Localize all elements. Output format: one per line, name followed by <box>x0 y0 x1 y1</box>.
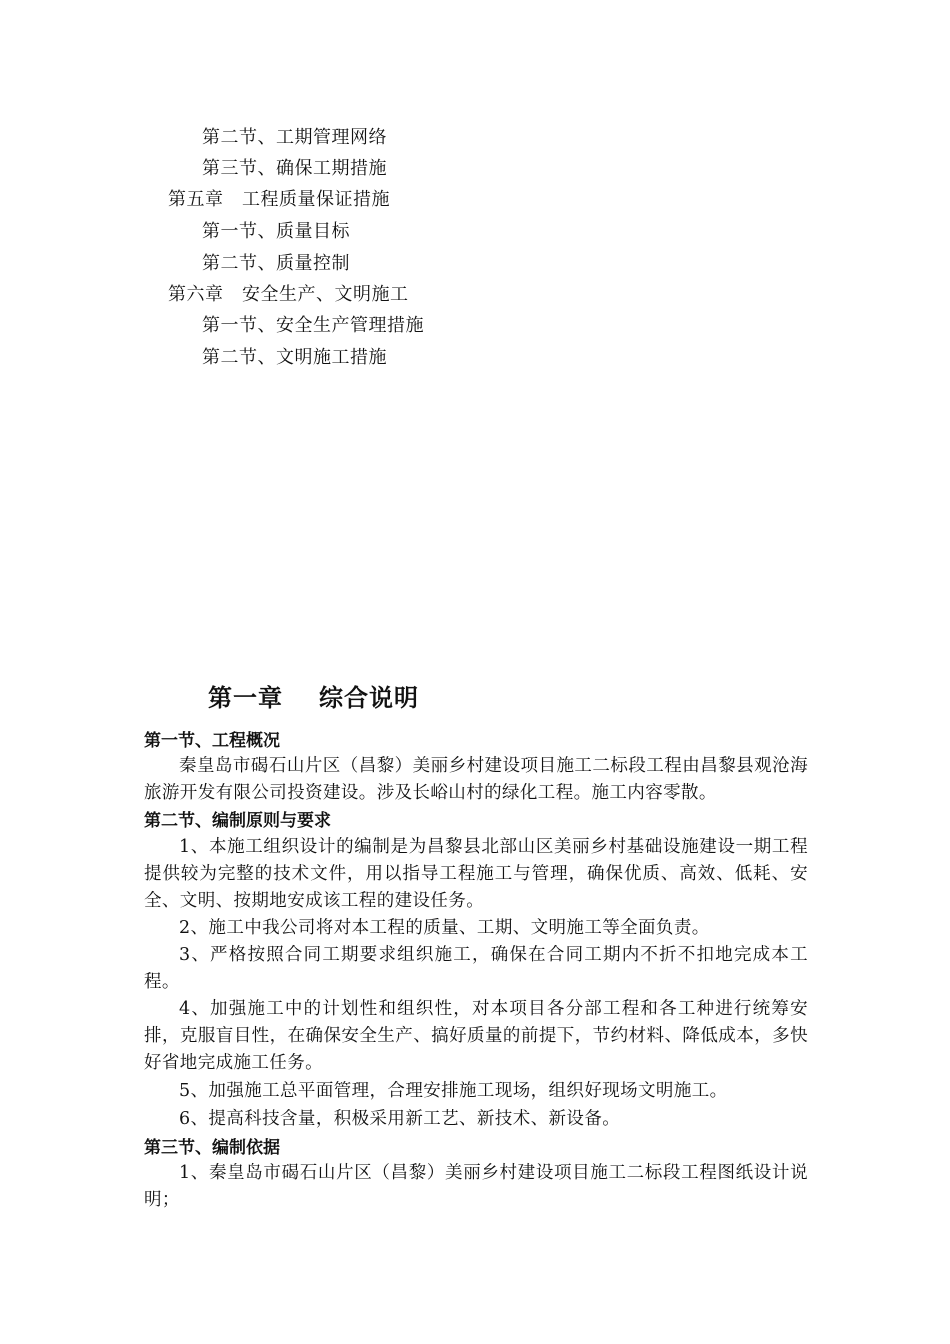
section-heading: 第一节、工程概况 <box>144 731 280 751</box>
toc-item: 第二节、质量控制 <box>202 253 350 274</box>
paragraph: 4、加强施工中的计划性和组织性，对本项目各分部工程和各工种进行统筹安排，克服盲目性，在确保安全生产、搞好质量的前提下，节约材料、降低成本，多快好省地完成施工任务。 <box>144 999 808 1073</box>
section-heading: 第二节、编制原则与要求 <box>144 811 331 831</box>
paragraph: 2、施工中我公司将对本工程的质量、工期、文明施工等全面负责。 <box>179 918 710 938</box>
toc-item: 第一节、安全生产管理措施 <box>202 315 424 336</box>
chapter-title <box>208 682 419 714</box>
paragraph: 3、严格按照合同工期要求组织施工，确保在合同工期内不折不扣地完成本工程。 <box>144 945 808 992</box>
toc-item: 第六章 安全生产、文明施工 <box>168 284 409 305</box>
paragraph: 6、提高科技含量，积极采用新工艺、新技术、新设备。 <box>179 1109 621 1129</box>
toc-item: 第一节、质量目标 <box>202 221 350 242</box>
paragraph: 5、加强施工总平面管理，合理安排施工现场，组织好现场文明施工。 <box>179 1081 728 1101</box>
paragraph: 秦皇岛市碣石山片区（昌黎）美丽乡村建设项目施工二标段工程由昌黎县观沧海旅游开发有限公司投资建设。涉及长峪山村的绿化工程。施工内容零散。 <box>144 756 808 803</box>
toc-item: 第二节、文明施工措施 <box>202 347 387 368</box>
chapter-number: 第一章 <box>208 684 283 712</box>
paragraph: 1、本施工组织设计的编制是为昌黎县北部山区美丽乡村基础设施建设一期工程提供较为完整的技术文件，用以指导工程施工与管理，确保优质、高效、低耗、安全、文明、按期地安成该工程的建设任务。 <box>144 837 808 911</box>
paragraph: 1、秦皇岛市碣石山片区（昌黎）美丽乡村建设项目施工二标段工程图纸设计说明； <box>144 1163 808 1210</box>
toc-item: 第二节、工期管理网络 <box>202 127 387 148</box>
chapter-name: 综合说明 <box>319 684 419 712</box>
toc-item: 第五章 工程质量保证措施 <box>168 189 390 210</box>
toc-item: 第三节、确保工期措施 <box>202 158 387 179</box>
section-heading: 第三节、编制依据 <box>144 1138 280 1158</box>
